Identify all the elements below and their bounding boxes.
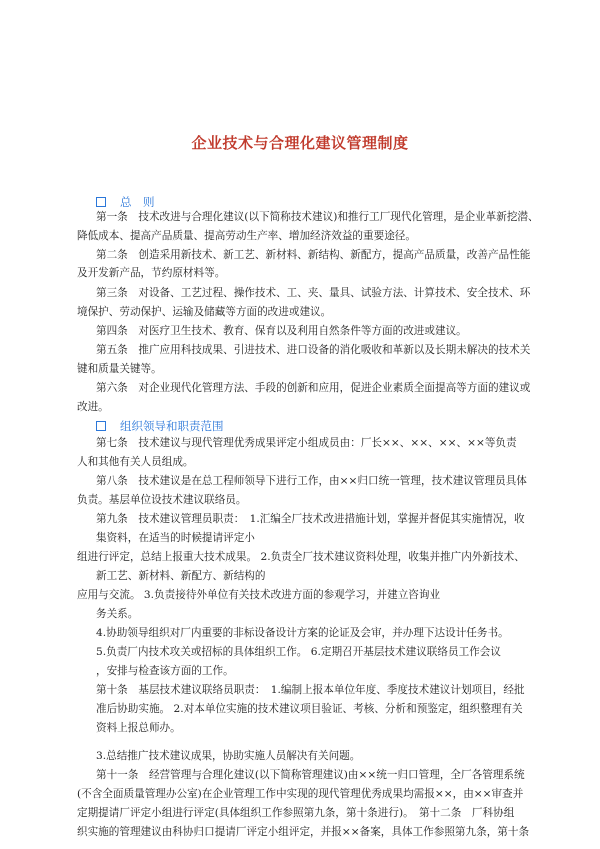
text-line: 第七条 技术建议与现代管理优秀成果评定小组成员由：厂长××、××、××、××等负责 [96,437,517,449]
text-line: 人和其他有关人员组成。 [77,456,194,468]
text-line: 负责。基层单位设技术建议联络员。 [77,494,247,506]
text-line: 应用与交流。 3.负责接待外单位有关技术改进方面的参观学习，并建立咨询业 [77,589,441,601]
text-line: 定期提请厂评定小组进行评定(具体组织工作参照第九条，第十条进行)。 第十二条 厂科协组 [77,807,515,819]
section-heading-general [96,194,155,210]
text-line: ，安排与检查该方面的工作。 [96,665,234,677]
text-line: (不含全面质量管理办公室)在企业管理工作中实现的现代管理优秀成果均需报××，由××审查并 [77,788,524,800]
text-line: 及开发新产品，节约原材料等。 [77,267,226,279]
text-line: 组进行评定，总结上报重大技术成果。 2.负责全厂技术建议资料处理，收集并推广内外新技术、 [77,551,525,563]
text-line: 务关系。 [96,608,139,620]
text-line: 集资料，在适当的时候提请评定小 [96,532,255,544]
checkbox-square-icon [96,197,106,207]
section-label: 总 则 [120,195,155,209]
text-line: 降低成本、提高产品质量、提高劳动生产率、增加经济效益的重要途径。 [77,230,416,242]
text-line: 4.协助领导组织对厂内重要的非标设备设计方案的论证及会审，并办理下达设计任务书。 [96,627,509,639]
text-line: 境保护、劳动保护、运输及储藏等方面的改进或建议。 [77,306,332,318]
text-line: 第九条 技术建议管理员职责： 1.汇编全厂技术改进措施计划，掌握并督促其实施情况，收 [96,513,525,525]
text-line: 第八条 技术建议是在总工程师领导下进行工作，由××归口统一管理，技术建议管理员具体 [96,475,527,487]
text-line: 改进。 [77,401,109,413]
text-line: 第六条 对企业现代化管理方法、手段的创新和应用，促进企业素质全面提高等方面的建议或 [96,382,531,394]
text-line: 5.负责厂内技术攻关或招标的具体组织工作。 6.定期召开基层技术建议联络员工作会议 [96,646,501,658]
text-line: 资料上报总师办。 [96,722,181,734]
text-line: 3.总结推广技术建议成果，协助实施人员解决有关问题。 [96,750,361,762]
text-line: 第一条 技术改进与合理化建议(以下简称技术建议)和推行工厂现代化管理，是企业革新挖潜、 [96,211,539,223]
text-line: 键和质量关键等。 [77,363,162,375]
text-line: 第二条 创造采用新技术、新工艺、新材料、新结构、新配方，提高产品质量，改善产品性能 [96,249,531,261]
text-line: 新工艺、新材料、新配方、新结构的 [96,570,266,582]
document-title: 企业技术与合理化建议管理制度 [191,134,409,152]
section-label: 组织领导和职责范围 [120,419,224,433]
section-heading-organization [96,418,224,434]
text-line: 第十条 基层技术建议联络员职责： 1.编制上报本单位年度、季度技术建议计划项目，经批 [96,684,525,696]
checkbox-square-icon [96,421,106,431]
text-line: 准后协助实施。 2.对本单位实施的技术建议项目验证、考核、分析和预鉴定，组织整理有关 [96,703,523,715]
text-line: 第三条 对设备、工艺过程、操作技术、工、夹、量具、试验方法、计算技术、安全技术、环 [96,287,531,299]
text-line: 第四条 对医疗卫生技术、教育、保育以及利用自然条件等方面的改进或建议。 [96,325,467,337]
text-line: 第五条 推广应用科技成果、引进技术、进口设备的消化吸收和革新以及长期未解决的技术关 [96,344,531,356]
text-line: 第十一条 经营管理与合理化建议(以下简称管理建议)由××统一归口管理，全厂各管理系统 [96,769,525,781]
text-line: 织实施的管理建议由科协归口提请厂评定小组评定，并报××备案，具体工作参照第九条，第十条 [77,826,530,838]
